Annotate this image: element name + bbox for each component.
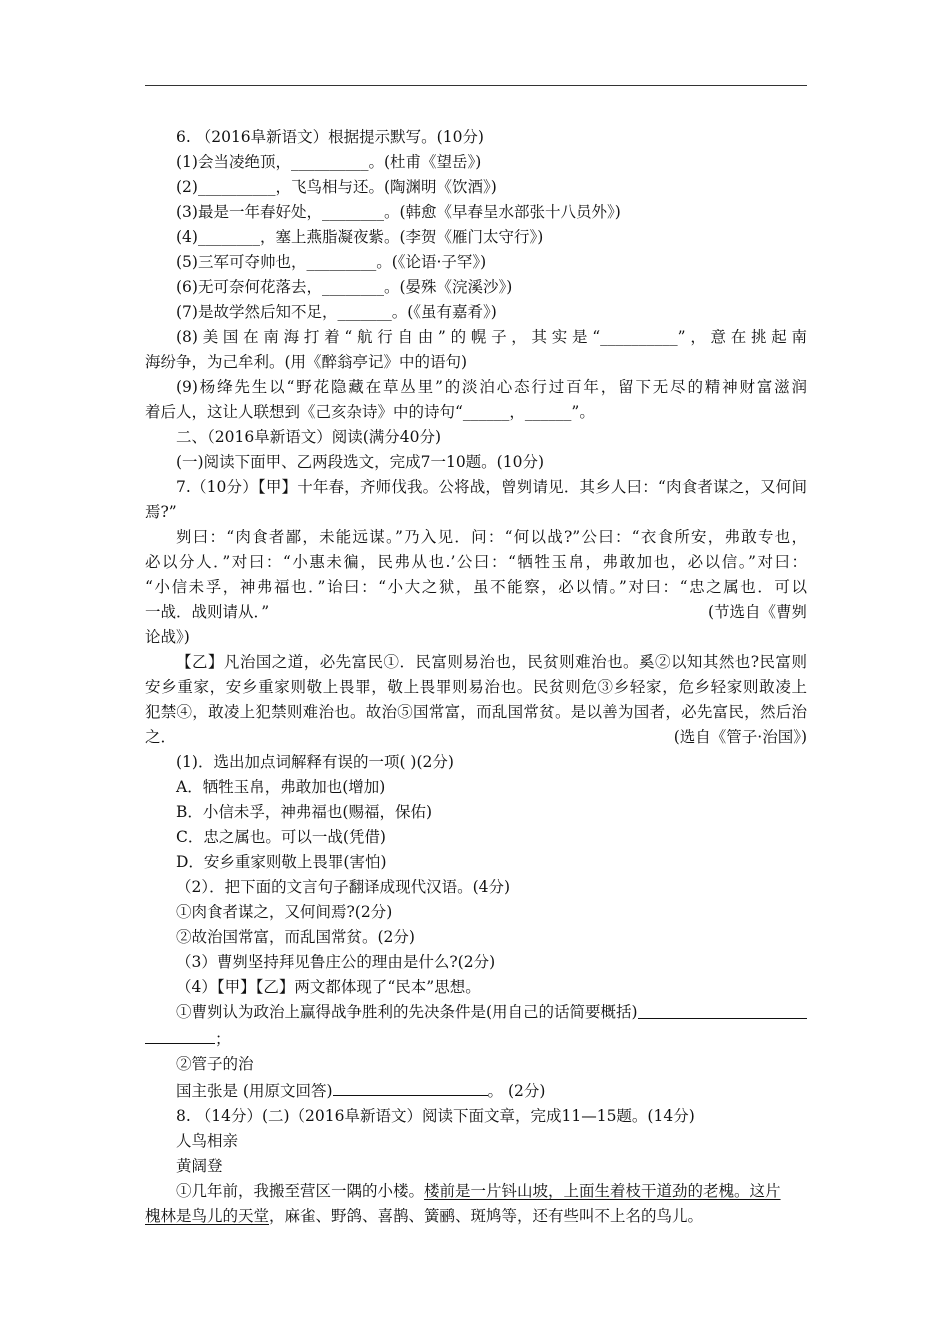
q7-sub4-a-text: ①曹刿认为政治上赢得战争胜利的先决条件是(用自己的话简要概括) — [176, 1003, 638, 1021]
q7-jia-line3: 刿曰：“肉食者鄙，未能远谋。”乃入见．问：“何以战?”公曰：“衣食所安，弗敢专也， — [176, 528, 807, 546]
section2-subheading: (一)阅读下面甲、乙两段选文，完成7一10题。(10分) — [176, 453, 544, 471]
section2-heading: 二、（2016阜新语文）阅读(满分40分) — [176, 428, 442, 446]
q7-jia-source: (节选自《曹刿 — [707, 603, 807, 621]
q7-sub4-a-cont — [145, 1025, 807, 1052]
q6-item-5: (5)三军可夺帅也，_________。(《论语·子罕》) — [176, 253, 487, 271]
q7-option-c: C．忠之属也。可以一战(凭借) — [176, 828, 386, 846]
q7-sub4-b-line2 — [145, 1077, 807, 1104]
q6-item-2: (2)__________，飞鸟相与还。(陶渊明《饮酒》) — [176, 178, 497, 196]
q7-sub2: （2）．把下面的文言句子翻译成现代汉语。(4分) — [176, 878, 511, 896]
q7-yi-source: (选自《管子·治国》) — [673, 728, 807, 746]
q7-sub4-a-end: ； — [215, 1030, 231, 1048]
q7-yi-line3: 犯禁④，敢凌上犯禁则难治也。故治⑤国常富，而乱国常贫。是以善为国者，必先富民，然后治 — [145, 703, 807, 721]
article-author: 黄阔登 — [176, 1157, 223, 1175]
q7-sub3: （3）曹刿坚持拜见鲁庄公的理由是什么?(2分) — [176, 953, 496, 971]
p1-text-end: ，麻雀、野鸽、喜鹊、簧鹂、斑鸠等，还有些叫不上名的鸟儿。 — [269, 1207, 704, 1225]
q7-yi-line2: 安乡重家，安乡重家则敬上畏罪，敬上畏罪则易治也。民贫则危③乡轻家，危乡轻家则敢凌上 — [145, 678, 807, 696]
q7-sub2-item-1: ①肉食者谋之，又何间焉?(2分) — [176, 903, 393, 921]
q7-yi-end-text: 之． — [145, 728, 177, 746]
header-rule — [145, 85, 807, 86]
q8-heading: 8. （14分）(二)（2016阜新语文）阅读下面文章，完成11—15题。(14分) — [176, 1107, 695, 1125]
q7-jia-line4: 必以分人．”对曰：“小惠未徧，民弗从也.’公曰：“牺牲玉帛，弗敢加也，必以信。”对曰： — [145, 553, 807, 571]
q7-yi-line4 — [145, 725, 807, 750]
q6-item-8-line1: (8)美国在南海打着“航行自由”的幌子，其实是“__________”，意在挑起南 — [176, 328, 807, 346]
q7-jia-line1: 7.（10分）【甲】十年春，齐师伐我。公将战，曾刿请见．其乡人曰：“肉食者谋之，又何间 — [176, 478, 807, 496]
p1-text-start: ①几年前，我搬至营区一隅的小楼。 — [176, 1182, 425, 1200]
article-title: 人鸟相亲 — [176, 1132, 239, 1150]
p1-underlined-1: 楼前是一片钭山坡，上面生着枝干道劲的老槐。这片 — [424, 1182, 781, 1200]
q6-item-9-line1: (9)杨绛先生以“野花隐藏在草丛里”的淡泊心态行过百年，留下无尽的精神财富滋润 — [176, 378, 807, 396]
q7-jia-line2: 焉?” — [145, 503, 177, 521]
answer-blank[interactable] — [638, 1000, 807, 1019]
article-paragraph-1-line1 — [145, 1179, 807, 1204]
q7-jia-end-text: 一战．战则请从．” — [145, 603, 270, 621]
q6-item-1: (1)会当凌绝顶，__________。(杜甫《望岳》) — [176, 153, 482, 171]
q7-sub4: （4）【甲】【乙】两文都体现了“民本”思想。 — [176, 978, 481, 996]
q6-item-9-line2: 着后人，这让人联想到《己亥杂诗》中的诗句“______，______”。 — [145, 403, 595, 421]
q7-sub4-a — [145, 1000, 807, 1025]
q7-jia-line6 — [145, 600, 807, 625]
q7-jia-source-end: 论战》) — [145, 628, 190, 646]
q6-item-7: (7)是故学然后知不足，_______。(《虽有嘉肴》) — [176, 303, 497, 321]
q7-sub4-b-end: 。 (2分) — [487, 1082, 546, 1100]
q6-item-4: (4)________，塞上燕脂凝夜紫。(李贺《雁门太守行》) — [176, 228, 544, 246]
q6-item-6: (6)无可奈何花落去，________。(晏殊《浣溪沙》) — [176, 278, 513, 296]
q7-sub1: (1)．选出加点词解释有误的一项( )(2分) — [176, 753, 454, 771]
q7-yi-line1: 【乙】凡治国之道，必先富民①．民富则易治也，民贫则难治也。奚②以知其然也?民富则 — [176, 653, 807, 671]
q6-item-3: (3)最是一年春好处，________。(韩愈《早春呈水部张十八员外》) — [176, 203, 621, 221]
q7-option-a: A．牺牲玉帛，弗敢加也(增加) — [176, 778, 386, 796]
q6-heading: 6. （2016阜新语文）根据提示默写。(10分) — [176, 128, 484, 146]
answer-blank[interactable] — [333, 1077, 488, 1096]
q7-sub4-b-text: 国主张是 (用原文回答) — [176, 1082, 333, 1100]
q7-jia-line5: “小信未孚，神弗福也．”诒曰：“小大之狱，虽不能察，必以情。”对曰：“忠之属也．可以 — [145, 578, 807, 596]
q7-option-b: B．小信未孚，神弗福也(赐福，保佑) — [176, 803, 432, 821]
answer-blank[interactable] — [145, 1025, 215, 1044]
exam-page — [145, 125, 807, 1229]
article-paragraph-1-line2 — [145, 1204, 807, 1229]
q6-item-8-line2: 海纷争，为己牟利。(用《醉翁亭记》中的语句) — [145, 353, 468, 371]
q7-sub2-item-2: ②故治国常富，而乱国常贫。(2分) — [176, 928, 415, 946]
q7-sub4-b-line1: ②管子的治 — [176, 1055, 254, 1073]
q7-option-d: D．安乡重家则敬上畏罪(害怕) — [176, 853, 387, 871]
p1-underlined-2: 槐林是鸟儿的天堂 — [145, 1207, 270, 1225]
